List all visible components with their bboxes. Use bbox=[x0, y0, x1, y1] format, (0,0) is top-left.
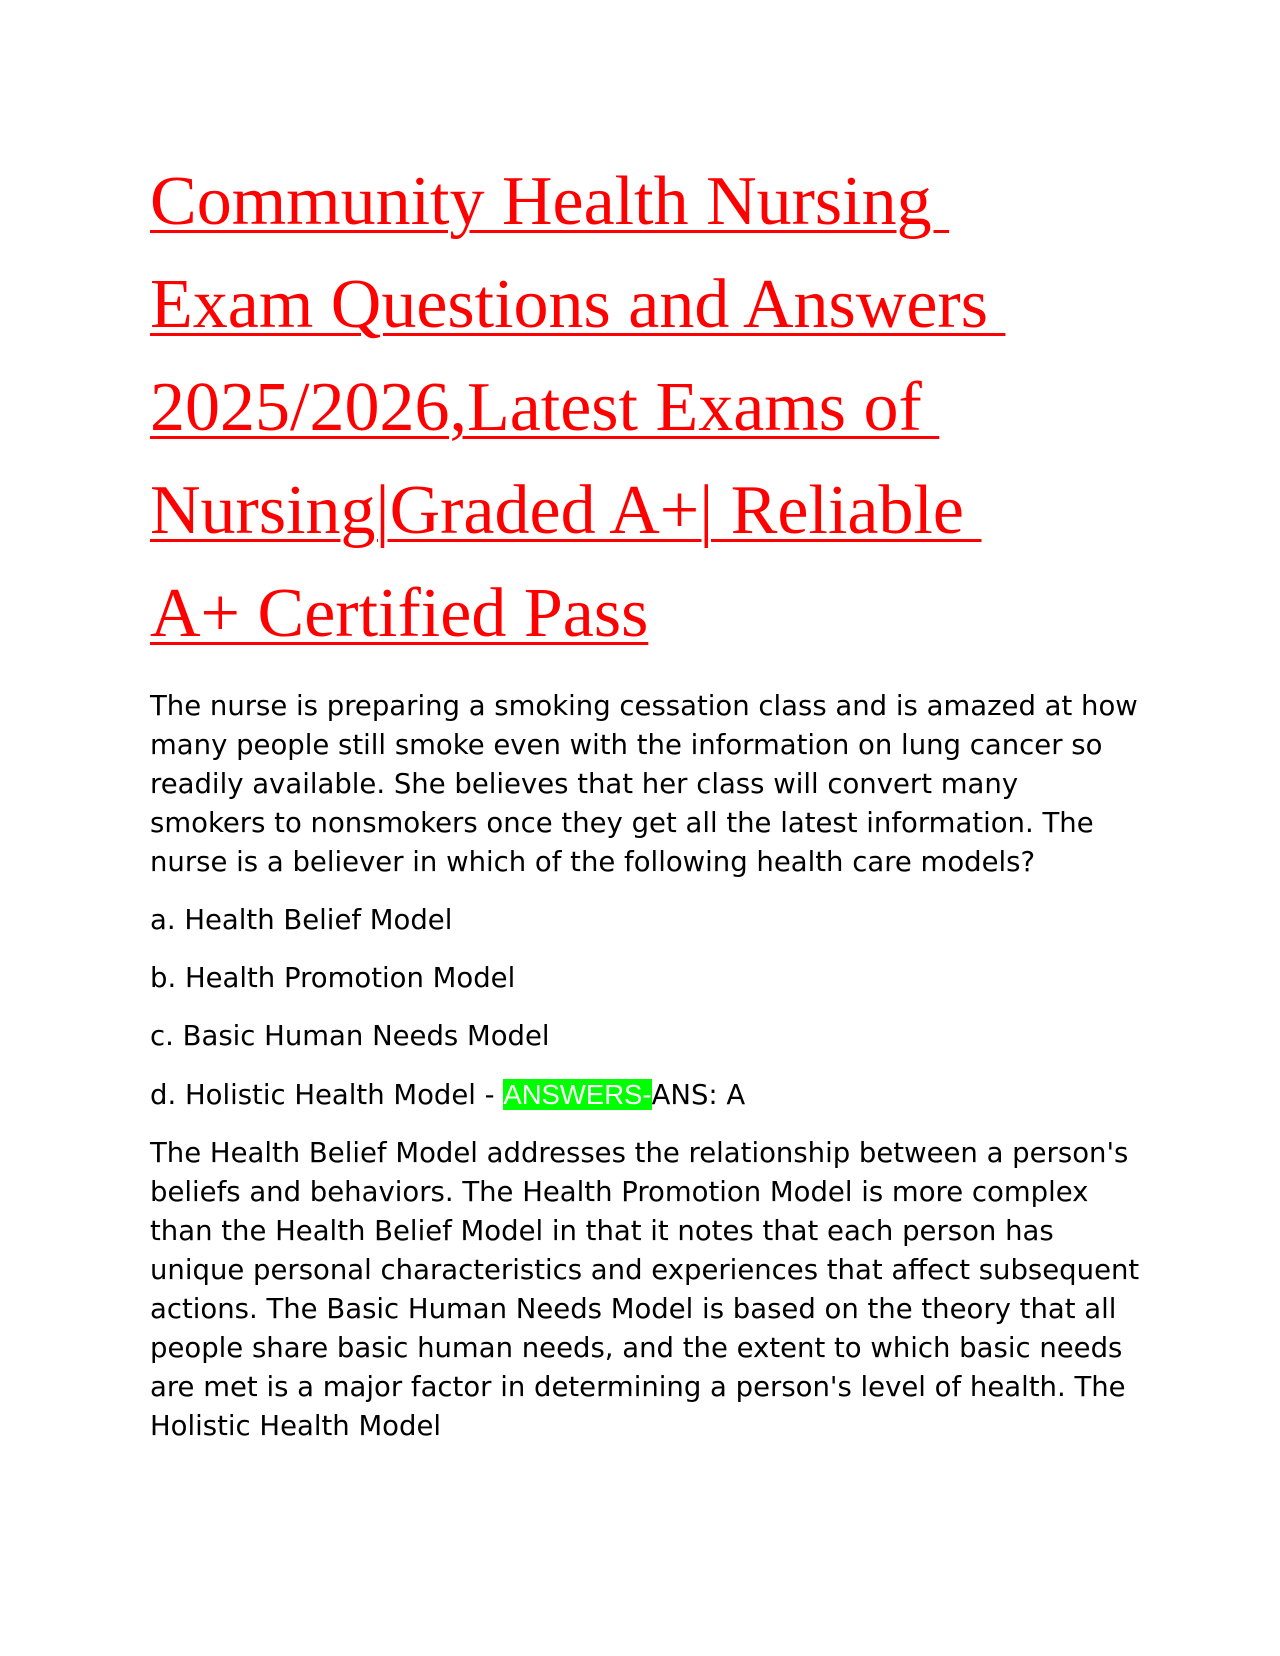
title-line-5 bbox=[150, 562, 1140, 665]
title-line-4 bbox=[150, 459, 1140, 562]
option-d bbox=[150, 1075, 1140, 1115]
title-line-4-text: Nursing|Graded A+| Reliable bbox=[150, 472, 982, 549]
title-line-2 bbox=[150, 253, 1140, 356]
answer-text: ANS: A bbox=[651, 1079, 746, 1111]
option-a: a. Health Belief Model bbox=[150, 904, 453, 936]
title-line-5-text: A+ Certified Pass bbox=[150, 575, 649, 652]
question-text: The nurse is preparing a smoking cessation class and is amazed at how many people still smoke even with the information on lung cancer so readily available. She believes that her class will convert many smokers to nonsmokers once they get all the latest information. The nurse is a believer in which of the following health care models? bbox=[150, 690, 1138, 878]
title-line-1-text: Community Health Nursing bbox=[150, 163, 950, 240]
answer-highlight: ANSWERS- bbox=[503, 1079, 652, 1110]
document-page bbox=[150, 150, 1140, 1446]
title-line-2-text: Exam Questions and Answers bbox=[150, 266, 1006, 343]
option-b: b. Health Promotion Model bbox=[150, 962, 516, 994]
explanation-text: The Health Belief Model addresses the relationship between a person's beliefs and behaviors. The Health Promotion Model is more complex than the Health Belief Model in that it notes that each person has unique personal characteristics and experiences that affect subsequent actions. The Basic Human Needs Model is based on the theory that all people share basic human needs, and the extent to which basic needs are met is a major factor in determining a person's level of health. The Holistic Health Model bbox=[150, 1137, 1140, 1442]
document-title bbox=[150, 150, 1140, 665]
title-line-1 bbox=[150, 150, 1140, 253]
title-line-3 bbox=[150, 356, 1140, 459]
title-line-3-text: 2025/2026,Latest Exams of bbox=[150, 369, 940, 446]
option-d-label: d. Holistic Health Model - bbox=[150, 1079, 504, 1111]
option-c: c. Basic Human Needs Model bbox=[150, 1020, 550, 1052]
